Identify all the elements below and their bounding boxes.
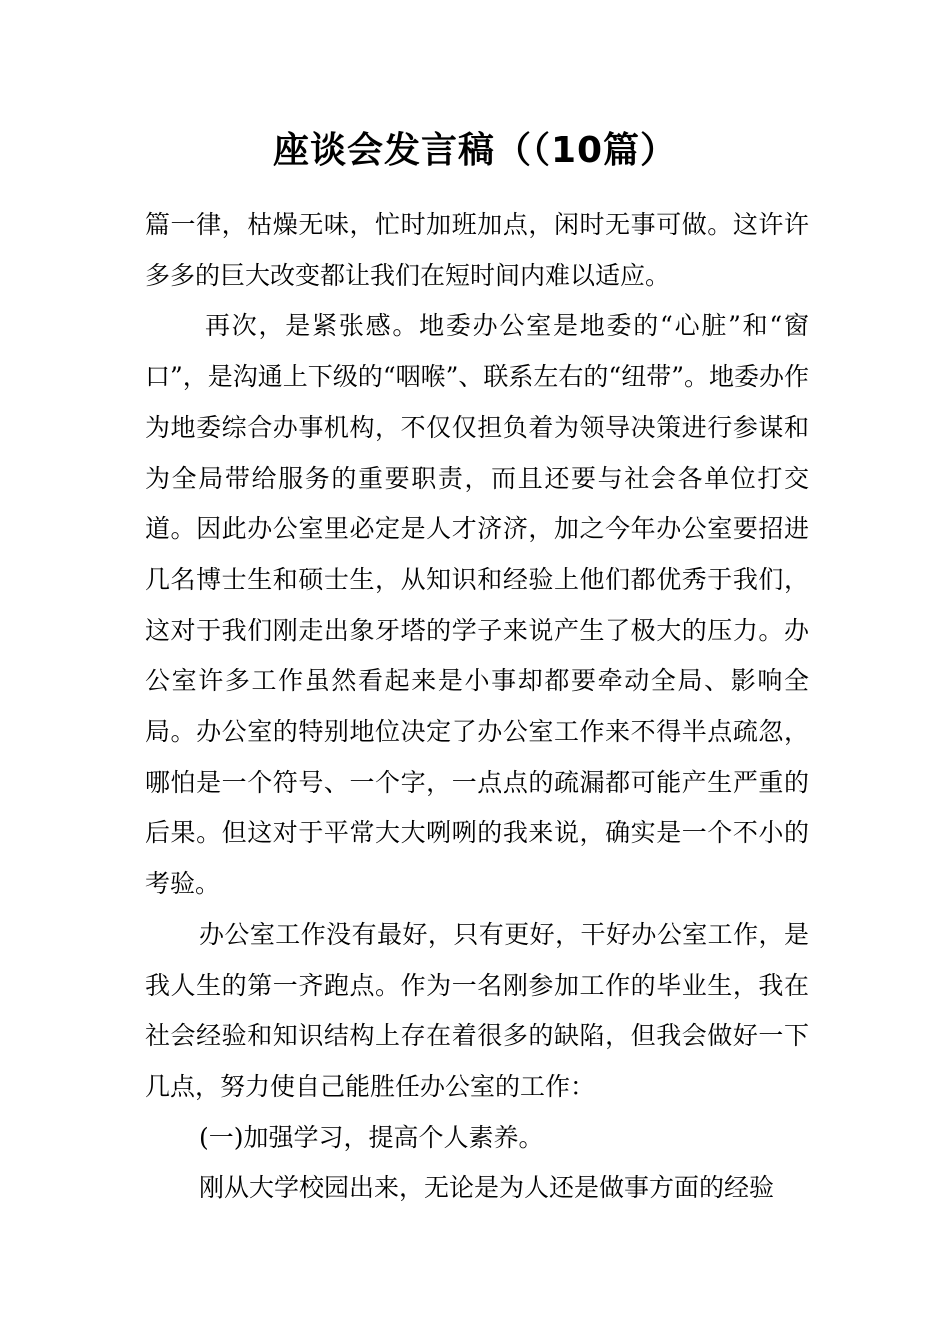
paragraph-continuation: 篇一律，枯燥无味，忙时加班加点，闲时无事可做。这许许多多的巨大改变都让我们在短时间内难以适应。 — [145, 210, 809, 290]
section-heading-study: (一)加强学习，提高个人素养。 — [199, 1122, 544, 1152]
paragraph-graduate: 刚从大学校园出来，无论是为人还是做事方面的经验 — [199, 1173, 775, 1203]
paragraph-tension: 再次，是紧张感。地委办公室是地委的“心脏”和“窗口”，是沟通上下级的“咽喉”、联系左右的“纽带”。地委办作为地委综合办事机构，不仅仅担负着为领导决策进行参谋和为全局带给服务的重要职责，而且还要与社会各单位打交道。因此办公室里必定是人才济济，加之今年办公室要招进几名博士生和硕士生，从知识和经验上他们都优秀于我们，这对于我们刚走出象牙塔的学子来说产生了极大的压力。办公室许多工作虽然看起来是小事却都要牵动全局、影响全局。办公室的特别地位决定了办公室工作来不得半点疏忽，哪怕是一个符号、一个字，一点点的疏漏都可能产生严重的后果。但这对于平常大大咧咧的我来说，确实是一个不小的考验。 — [145, 311, 809, 899]
document-title: 座谈会发言稿（（10篇） — [272, 130, 678, 171]
document-body — [145, 200, 809, 1214]
paragraph-office-work: 办公室工作没有最好，只有更好，干好办公室工作，是我人生的第一齐跑点。作为一名刚参加工作的毕业生，我在社会经验和知识结构上存在着很多的缺陷，但我会做好一下几点，努力使自己能胜任办公室的工作： — [145, 919, 809, 1101]
